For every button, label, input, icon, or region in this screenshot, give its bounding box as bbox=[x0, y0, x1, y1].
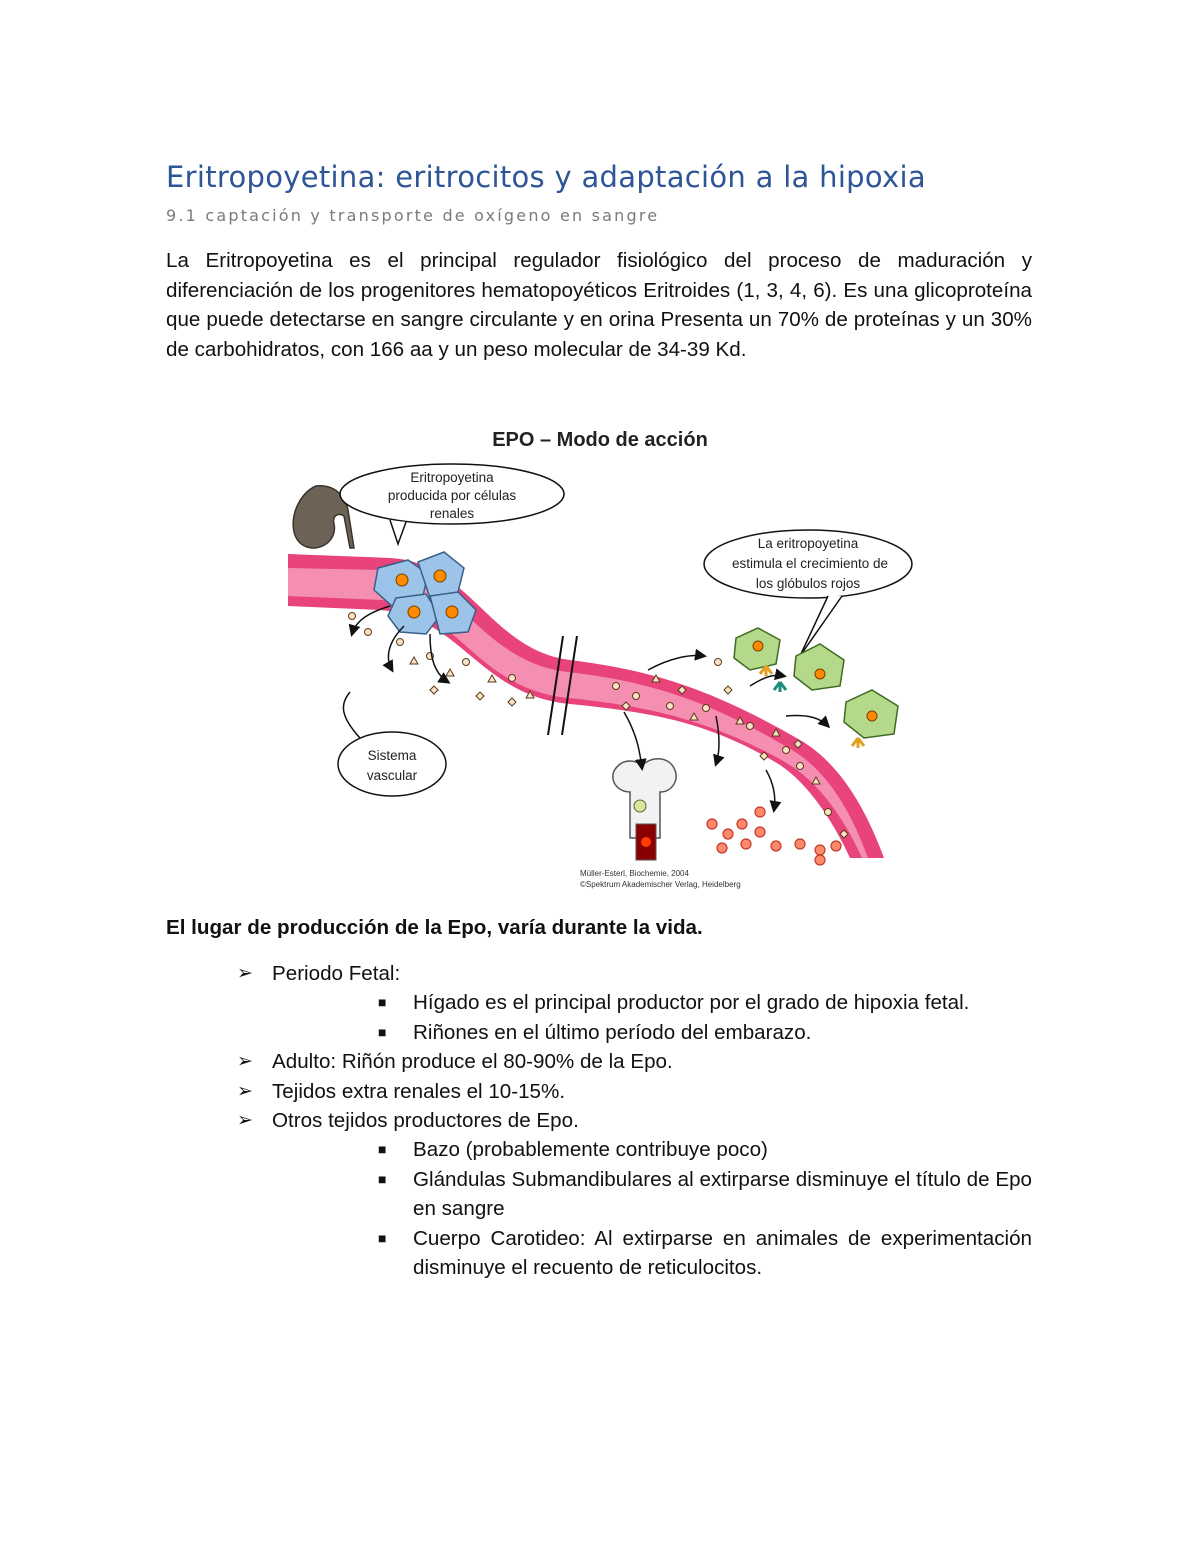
section-heading: El lugar de producción de la Epo, varía durante la vida. bbox=[166, 916, 703, 939]
callout-kidney-line-1: Eritropoyetina bbox=[410, 470, 494, 485]
list-item bbox=[0, 1224, 1032, 1283]
list-item bbox=[0, 1135, 1032, 1164]
list-item-text: Hígado es el principal productor por el grado de hipoxia fetal. bbox=[413, 991, 970, 1015]
callout-kidney-line-2: producida por células bbox=[387, 488, 517, 503]
list-item-text: Glándulas Submandibulares al extirparse disminuye el título de Epo en sangre bbox=[413, 1167, 1032, 1221]
list-item-text: Bazo (probablemente contribuye poco) bbox=[413, 1138, 768, 1162]
figure-credit-line-1: Müller-Esterl, Biochemie, 2004 bbox=[580, 869, 689, 878]
callout-kidney-line-3: renales bbox=[429, 506, 475, 521]
figure-title: EPO – Modo de acción bbox=[492, 429, 708, 451]
callout-vascular bbox=[338, 692, 446, 796]
list-item bbox=[0, 959, 1032, 988]
list-item-text: Otros tejidos productores de Epo. bbox=[272, 1109, 579, 1133]
list-item bbox=[0, 1047, 1032, 1076]
square-bullet-icon: ■ bbox=[378, 1170, 387, 1187]
callout-growth-line-3: los glóbulos rojos bbox=[755, 576, 861, 591]
list-item bbox=[0, 1018, 1032, 1047]
list-item bbox=[0, 988, 1032, 1017]
epo-diagram bbox=[280, 420, 920, 900]
callout-growth-line-2: estimula el crecimiento de bbox=[731, 556, 889, 571]
list-item-text: Periodo Fetal: bbox=[272, 962, 401, 985]
list-item-text: Riñones en el último período del embarazo. bbox=[413, 1020, 812, 1044]
list-item bbox=[0, 1106, 1032, 1135]
arrow-bullet-icon: ➢ bbox=[237, 962, 253, 984]
square-bullet-icon: ■ bbox=[378, 1023, 387, 1040]
callout-vascular-line-1: Sistema bbox=[367, 748, 417, 763]
figure-credit-line-2: ©Spektrum Akademischer Verlag, Heidelberg bbox=[580, 880, 741, 889]
section-subtitle: 9.1 captación y transporte de oxígeno en sangre bbox=[166, 206, 660, 225]
bone-marrow-icon bbox=[613, 759, 676, 860]
list-item bbox=[0, 1077, 1032, 1106]
callout-growth-line-1: La eritropoyetina bbox=[757, 536, 859, 551]
square-bullet-icon: ■ bbox=[378, 994, 387, 1011]
page-title: Eritropoyetina: eritrocitos y adaptación a la hipoxia bbox=[166, 160, 926, 194]
list-item-text: Adulto: Riñón produce el 80-90% de la Epo. bbox=[272, 1050, 673, 1074]
red-blood-cells bbox=[707, 807, 841, 865]
list-item-text: Tejidos extra renales el 10-15%. bbox=[272, 1079, 566, 1103]
arrow-bullet-icon: ➢ bbox=[237, 1079, 253, 1102]
production-sites-list bbox=[0, 959, 1200, 1282]
list-item-text: Cuerpo Carotideo: Al extirparse en animales de experimentación disminuye el recuento de reticulocitos. bbox=[413, 1226, 1032, 1280]
callout-growth bbox=[704, 530, 912, 656]
callout-kidney bbox=[340, 464, 564, 544]
callout-vascular-line-2: vascular bbox=[366, 768, 418, 783]
arrow-bullet-icon: ➢ bbox=[237, 1050, 253, 1073]
arrow-bullet-icon: ➢ bbox=[237, 1109, 253, 1132]
intro-paragraph: La Eritropoyetina es el principal regulador fisiológico del proceso de maduración y diferenciación de los progenitores hematopoyéticos Eritroides (1, 3, 4, 6). Es una glicoproteína que puede detectarse en sangre circulante y en orina Presenta un 70% de proteínas y un 30% de carbohidratos, con 166 aa y un peso molecular de 34-39 Kd. bbox=[166, 249, 1032, 361]
list-item bbox=[0, 1165, 1032, 1224]
square-bullet-icon: ■ bbox=[378, 1229, 387, 1246]
square-bullet-icon: ■ bbox=[378, 1141, 387, 1158]
